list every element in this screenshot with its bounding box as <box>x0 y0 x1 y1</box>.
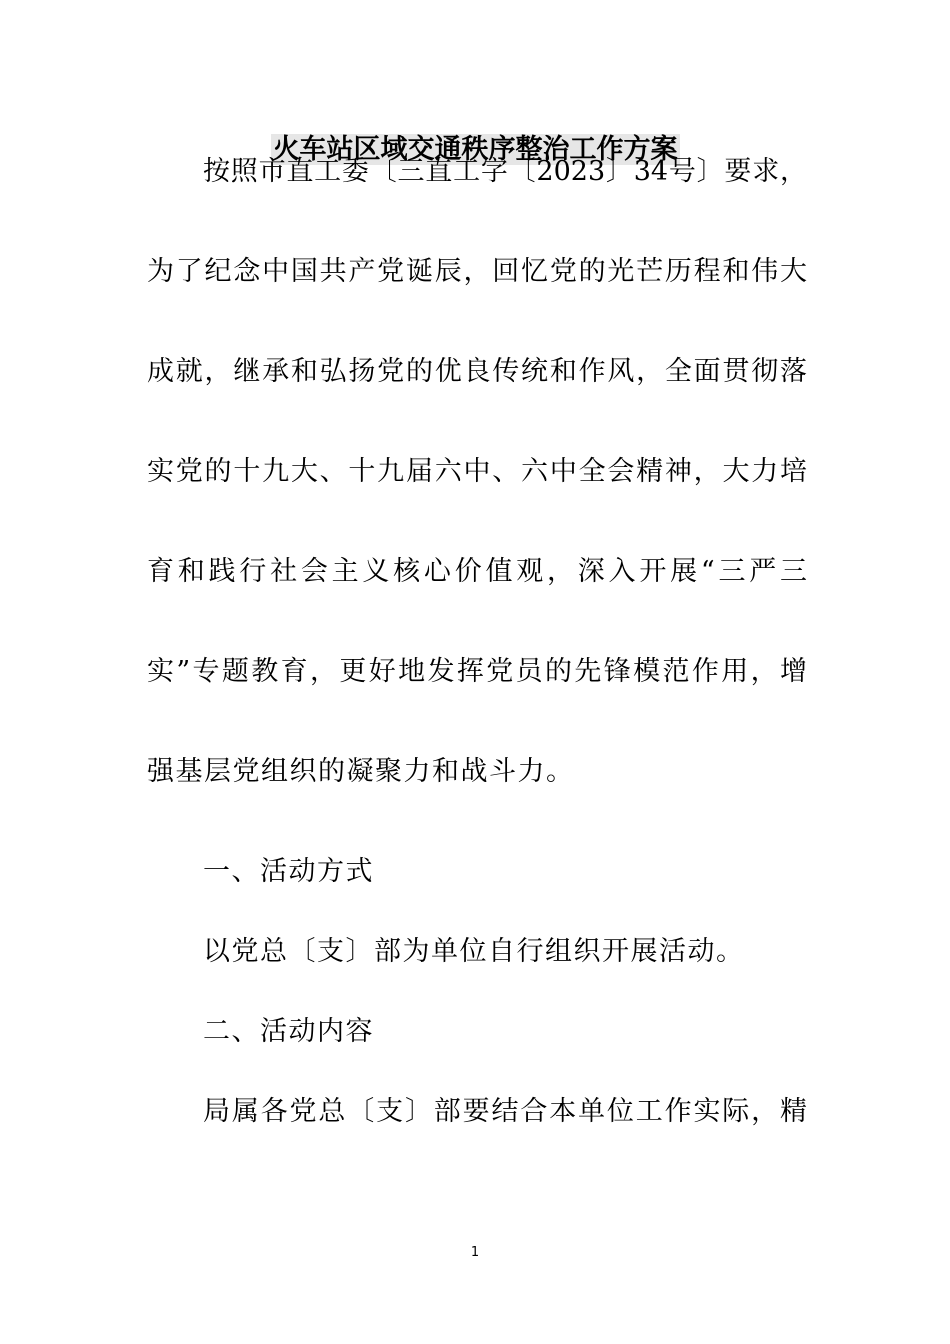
document-title-text: 火车站区域交通秩序整治工作方案 <box>272 134 678 165</box>
paragraph-line: 局属各党总〔支〕部要结合本单位工作实际，精 <box>203 1096 807 1127</box>
section-heading: 一、活动方式 <box>203 856 374 887</box>
paragraph-line: 以党总〔支〕部为单位自行组织开展活动。 <box>203 936 745 967</box>
paragraph-line: 实”专题教育，更好地发挥党员的先锋模范作用，增 <box>147 656 807 687</box>
paragraph-line: 育和践行社会主义核心价值观，深入开展“三严三 <box>147 556 807 587</box>
paragraph-line: 强基层党组织的凝聚力和战斗力。 <box>147 756 575 787</box>
page-number: 1 <box>470 1245 480 1260</box>
paragraph-line: 按照市直工委〔三直工字〔2023〕34号〕要求， <box>203 156 807 187</box>
section-heading: 二、活动内容 <box>203 1016 374 1047</box>
paragraph-line: 成就，继承和弘扬党的优良传统和作风，全面贯彻落 <box>147 356 807 387</box>
paragraph-line: 实党的十九大、十九届六中、六中全会精神，大力培 <box>147 456 807 487</box>
paragraph-line: 为了纪念中国共产党诞辰，回忆党的光芒历程和伟大 <box>147 256 807 287</box>
